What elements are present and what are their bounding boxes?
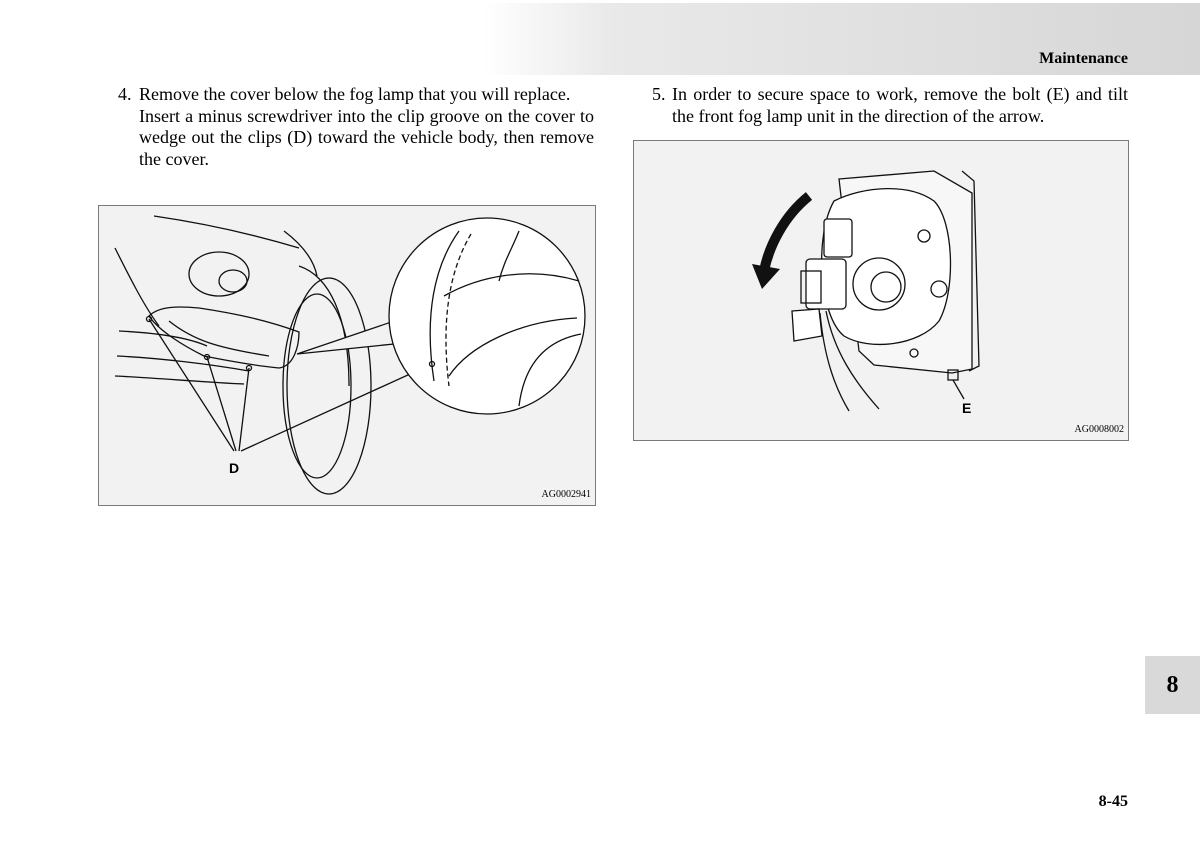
- step-text: Remove the cover below the fog lamp that you will replace.: [139, 84, 571, 104]
- figure-code: AG0008002: [1074, 424, 1124, 435]
- step-5: [652, 84, 1128, 127]
- figure-fog-lamp-cover: [98, 205, 596, 506]
- step-text: In order to secure space to work, remove the bolt (E) and tilt the front fog lamp unit in the direction of the arrow.: [672, 84, 1128, 126]
- step-text: Insert a minus screwdriver into the clip groove on the cover to wedge out the clips (D) toward the vehicle body, then remove the cover.: [139, 105, 594, 169]
- callout-d: D: [229, 460, 240, 476]
- fog-lamp-cover-illustration: [99, 206, 595, 505]
- fog-lamp-unit-illustration: [634, 141, 1128, 440]
- callout-e: E: [962, 400, 972, 416]
- step-number: 5.: [652, 84, 666, 104]
- chapter-tab: 8: [1145, 656, 1200, 714]
- figure-code: AG0002941: [541, 489, 591, 500]
- figure-fog-lamp-tilt: [633, 140, 1129, 441]
- step-number: 4.: [118, 84, 132, 104]
- step-4: [118, 84, 594, 170]
- page-number: 8-45: [1098, 793, 1128, 810]
- section-title: Maintenance: [1039, 50, 1128, 67]
